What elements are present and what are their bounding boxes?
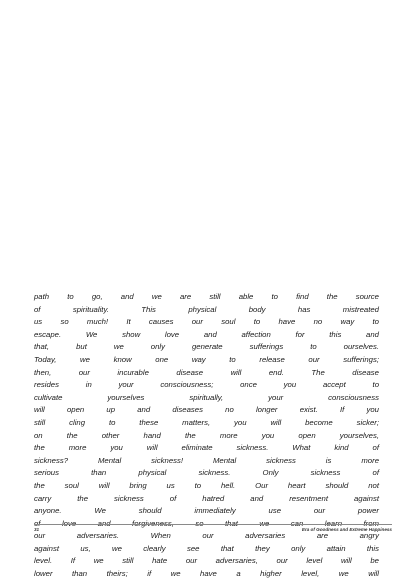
body-line: anyone. We should immediately use our power [34,506,379,516]
book-title: Era of Goodness and Extreme Happiness [301,527,392,532]
body-line: still cling to these matters, you will become sicker; [34,417,379,427]
body-line: Today, we know one way to release our sufferings; [34,354,379,364]
body-line: against us, we clearly see that they only attain this [34,543,379,553]
body-line: serious than physical sickness. Only sickness of [34,468,379,478]
body-line: lower than theirs; if we have a higher level, we will [34,569,379,579]
footer-divider [34,524,392,525]
body-line: carry the sickness of hatred and resentment against [34,493,379,503]
body-line: sickness? Mental sickness! Mental sickness is more [34,455,379,465]
page-number: 31 [34,527,40,532]
body-line: that, but we only generate sufferings to ourselves. [34,342,379,352]
body-line: of spirituality. This physical body has mistreated [34,304,379,314]
body-paragraph [34,291,379,581]
page-footer [34,526,392,536]
body-line: escape. We show love and affection for this and [34,329,379,339]
body-line: our adversaries. When our adversaries are angry [34,531,379,541]
body-line: path to go, and we are still able to find the source [34,292,379,301]
body-line: then, our incurable disease will end. The disease [34,367,379,377]
body-line: will open up and diseases no longer exist. If you [34,405,379,415]
body-line: the more you will eliminate sickness. What kind of [34,443,379,453]
body-line: resides in your consciousness; once you accept to [34,380,379,390]
body-line: us so much! It causes our soul to have no way to [34,317,379,327]
body-line: the soul will bring us to hell. Our heart should not [34,480,379,490]
body-line: on the other hand the more you open yourselves, [34,430,379,440]
body-line: cultivate yourselves spiritually, your consciousness [34,392,379,402]
body-line: of love and forgiveness, so that we can learn from [34,518,379,528]
body-line: level. If we still hate our adversaries, our level will be [34,556,379,566]
